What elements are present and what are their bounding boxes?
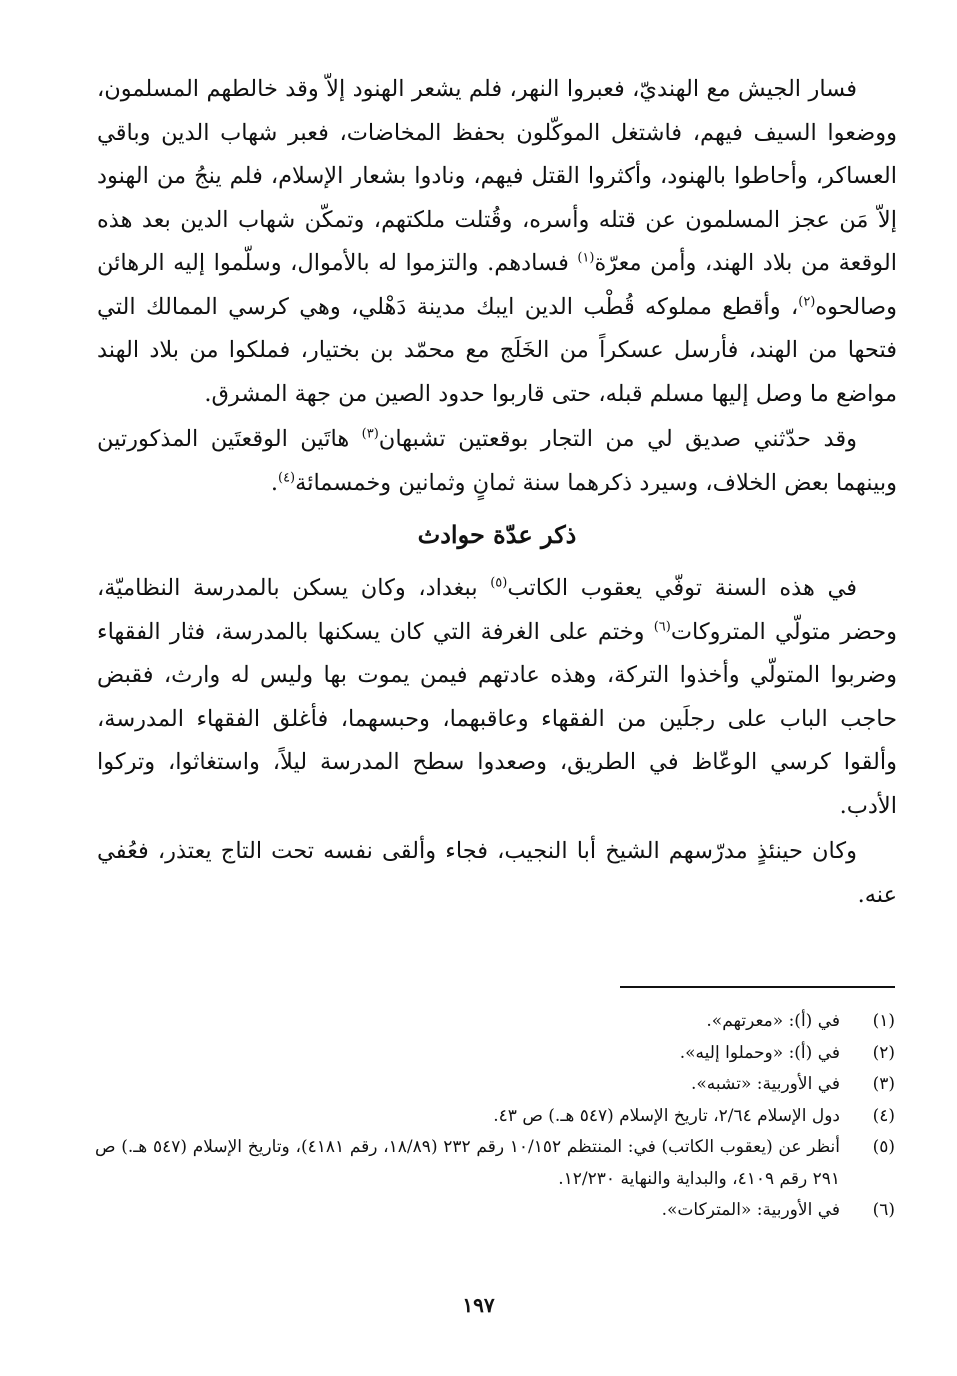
- main-text: [97, 68, 897, 917]
- footnote-5: [95, 1132, 895, 1195]
- footnote-ref-4: (٤): [277, 470, 296, 485]
- footnote-2: [95, 1038, 895, 1070]
- footnote-1: [95, 1006, 895, 1038]
- paragraph-2: وقد حدّثني صديق لي من التجار بوقعتين تشبهان$^{(٣)}$ هاتَين الوقعتَين المذكورتين وبينهما بعض الخلاف، وسيرد ذكرهما سنة ثمانٍ وثمانين وخمسمائة$^{(٤)}$.: [97, 426, 897, 496]
- paragraph-4: وكان حينئذٍ مدرّسهم الشيخ أبا النجيب، فجاء وألقى نفسه تحت التاج يعتذر، فعُفي عنه.: [97, 838, 897, 908]
- footnote-number: (٢): [872, 1042, 895, 1063]
- footnote-text: في الأوربية: «المتركات».: [661, 1200, 840, 1220]
- footnote-text: في الأوربية: «تشبه».: [691, 1074, 840, 1094]
- footnote-ref-6: (٦): [653, 619, 671, 634]
- footnote-4: [95, 1101, 895, 1133]
- footnote-divider: [620, 986, 895, 988]
- footnotes-list: [95, 1006, 895, 1227]
- footnote-number: (٣): [872, 1074, 895, 1094]
- footnote-3: [95, 1069, 895, 1101]
- paragraph-1: فسار الجيش مع الهنديّ، فعبروا النهر، فلم يشعر الهنود إلاّ وقد خالطهم المسلمون، ووضعوا السيف فيهم، فاشتغل الموكّلون بحفظ المخاضات، فعبر شهاب الدين وباقي العساكر، وأحاطوا بالهنود، وأكثروا القتل فيهم، ونادوا بشعار الإسلام، فلم ينجُ من الهنود إلاّ مَن عجز المسلمون عن قتله وأسره، وقُتلت ملكتهم، وتمكّن شهاب الدين بعد هذه الوقعة من بلاد الهند، وأمن معرّة$^{(١)}$ فسادهم. والتزموا له بالأموال، وسلّموا إليه الرهائن وصالحوه$^{(٢)}$، وأقطع مملوكه قُطْب الدين ايبك مدينة دَهْلي، وهي كرسي الممالك التي فتحها من الهند، فأرسل عسكراً من الخَلَج مع محمّد بن بختيار، فملكوا من بلاد الهند مواضع ما وصل إليها مسلم قبله، حتى قاربوا حدود الصين من جهة المشرق.: [97, 76, 897, 407]
- footnote-text: أنظر عن (يعقوب الكاتب) في: المنتظم ١٠/١٥٢ رقم ٢٣٢ (١٨/٨٩، رقم ٤١٨١)، وتاريخ الإسلام (٥٤٧ هـ.) ص ٢٩١ رقم ٤١٠٩، والبداية والنهاية ١٢/٢٣٠.: [95, 1137, 840, 1189]
- footnote-text: دول الإسلام ٢/٦٤، تاريخ الإسلام (٥٤٧ هـ.) ص ٤٣.: [493, 1105, 840, 1126]
- footnote-text: في (أ): «معرتهم».: [706, 1011, 840, 1031]
- footnote-text: في (أ): «وحملوا إليه».: [679, 1042, 840, 1063]
- footnote-number: (٤): [872, 1105, 895, 1126]
- paragraph-3: في هذه السنة توفّي يعقوب الكاتب$^{(٥)}$ ببغداد، وكان يسكن بالمدرسة النظاميّة، وحضر متولّي المتروكات$^{(٦)}$ وختم على الغرفة التي كان يسكنها بالمدرسة، فثار الفقهاء وضربوا المتولّي وأخذوا التركة، وهذه عادتهم فيمن يموت بها وليس له وارث، فقبض حاجب الباب على رجلَين من الفقهاء وعاقبهما، وحبسهما، فأغلق الفقهاء المدرسة، وألقوا كرسي الوعّاظ في الطريق، وصعدوا سطح المدرسة ليلاً، واستغاثوا، وتركوا الأدب.: [97, 575, 897, 819]
- footnote-ref-3: (٣): [361, 426, 379, 442]
- footnote-6: [95, 1195, 895, 1227]
- section-heading: ذكر عدّة حوادث: [417, 520, 577, 549]
- footnote-number: (١): [872, 1011, 895, 1031]
- footnote-ref-1: (١): [577, 250, 595, 266]
- footnote-number: (٥): [872, 1137, 895, 1157]
- footnote-ref-5: (٥): [490, 575, 508, 591]
- page-number: ١٩٧: [462, 1293, 495, 1317]
- footnote-ref-2: (٢): [798, 294, 816, 309]
- footnote-number: (٦): [872, 1200, 895, 1220]
